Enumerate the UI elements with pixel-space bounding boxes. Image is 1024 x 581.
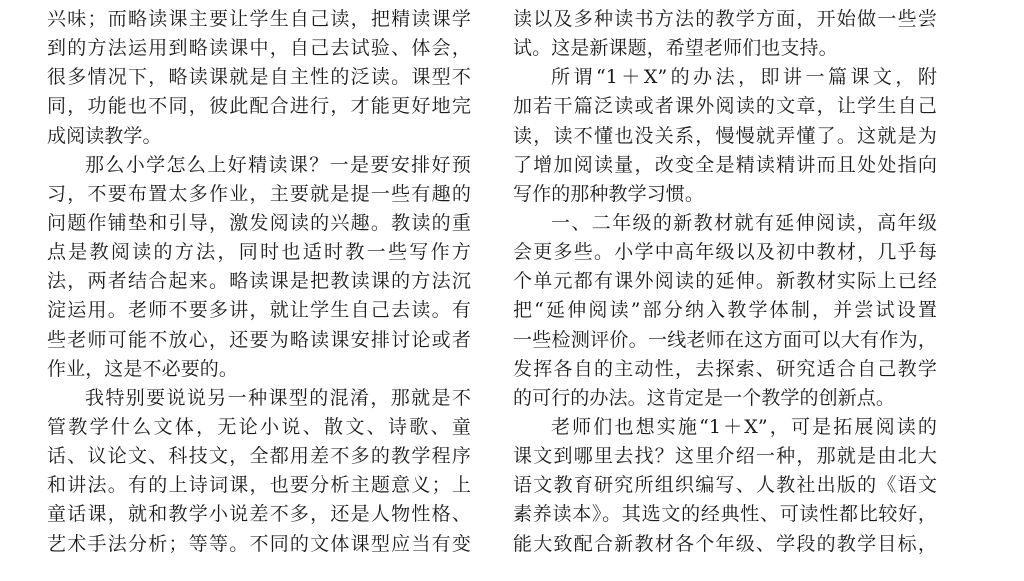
text-line: 读以及多种读书方法的教学方面，开始做一些尝	[513, 8, 937, 30]
text-line: 习，不要布置太多作业，主要就是提一些有趣的	[47, 182, 471, 205]
text-line: 个单元都有课外阅读的延伸。新教材实际上已经	[513, 270, 937, 293]
text-line: 课文到哪里去找？这里介绍一种，那就是由北大	[513, 445, 937, 468]
text-line: 加若干篇泛读或者课外阅读的文章，让学生自己	[513, 95, 937, 118]
text-line: 同，功能也不同，彼此配合进行，才能更好地完	[47, 95, 471, 118]
text-line: 老师们也想实施“1＋X”，可是拓展阅读的	[551, 415, 937, 438]
text-line: 那么小学怎么上好精读课？一是要安排好预	[85, 153, 471, 176]
text-line: 了增加阅读量，改变全是精读精讲而且处处指向	[513, 153, 937, 176]
text-line: 的可行的办法。这肯定是一个教学的创新点。	[513, 386, 896, 409]
text-line: 把“延伸阅读”部分纳入教学体制，并尝试设置	[513, 299, 937, 322]
text-line: 问题作铺垫和引导，激发阅读的兴趣。教读的重	[47, 211, 471, 234]
text-line: 一些检测评价。一线老师在这方面可以大有作为，	[513, 328, 937, 351]
text-line: 作业，这是不必要的。	[47, 357, 239, 380]
text-line: 法，两者结合起来。略读课是把教读课的方法沉	[47, 270, 471, 293]
text-line: 会更多些。小学中高年级以及初中教材，几乎每	[513, 241, 937, 264]
text-line: 很多情况下，略读课就是自主性的泛读。课型不	[47, 66, 471, 89]
text-line: 素养读本》。其选文的经典性、可读性都比较好，	[513, 503, 937, 526]
text-line: 管教学什么文体，无论小说、散文、诗歌、童	[47, 415, 471, 438]
text-line: 淀运用。老师不要多讲，就让学生自己去读。有	[47, 299, 471, 322]
text-line: 所谓“1＋X”的办法，即讲一篇课文，附	[551, 66, 937, 89]
text-line: 我特别要说说另一种课型的混淆，那就是不	[85, 386, 471, 409]
text-line: 成阅读教学。	[47, 124, 162, 147]
text-line: 和讲法。有的上诗词课，也要分析主题意义；上	[47, 474, 471, 497]
text-line: 发挥各自的主动性，去探索、研究适合自己教学	[513, 357, 937, 380]
text-line: 到的方法运用到略读课中，自己去试验、体会，	[47, 37, 471, 60]
left-column	[47, 0, 471, 581]
text-line: 点是教阅读的方法，同时也适时教一些写作方	[47, 241, 471, 264]
right-column	[513, 0, 937, 581]
text-line: 读，读不懂也没关系，慢慢就弄懂了。这就是为	[513, 124, 937, 147]
text-line: 童话课，就和教学小说差不多，还是人物性格、	[47, 503, 471, 526]
text-line: 试。这是新课题，希望老师们也支持。	[513, 37, 838, 60]
text-line: 话、议论文、科技文，全都用差不多的教学程序	[47, 445, 471, 468]
text-line: 语文教育研究所组织编写、人教社出版的《语文	[513, 474, 937, 497]
text-line: 艺术手法分析；等等。不同的文体课型应当有变	[47, 532, 471, 555]
text-line: 写作的那种教学习惯。	[513, 182, 705, 205]
text-line: 些老师可能不放心，还要为略读课安排讨论或者	[47, 328, 471, 351]
text-line: 兴味；而略读课主要让学生自己读，把精读课学	[47, 8, 471, 30]
text-line: 能大致配合新教材各个年级、学段的教学目标，	[513, 532, 937, 555]
text-line: 一、二年级的新教材就有延伸阅读，高年级	[551, 211, 937, 234]
